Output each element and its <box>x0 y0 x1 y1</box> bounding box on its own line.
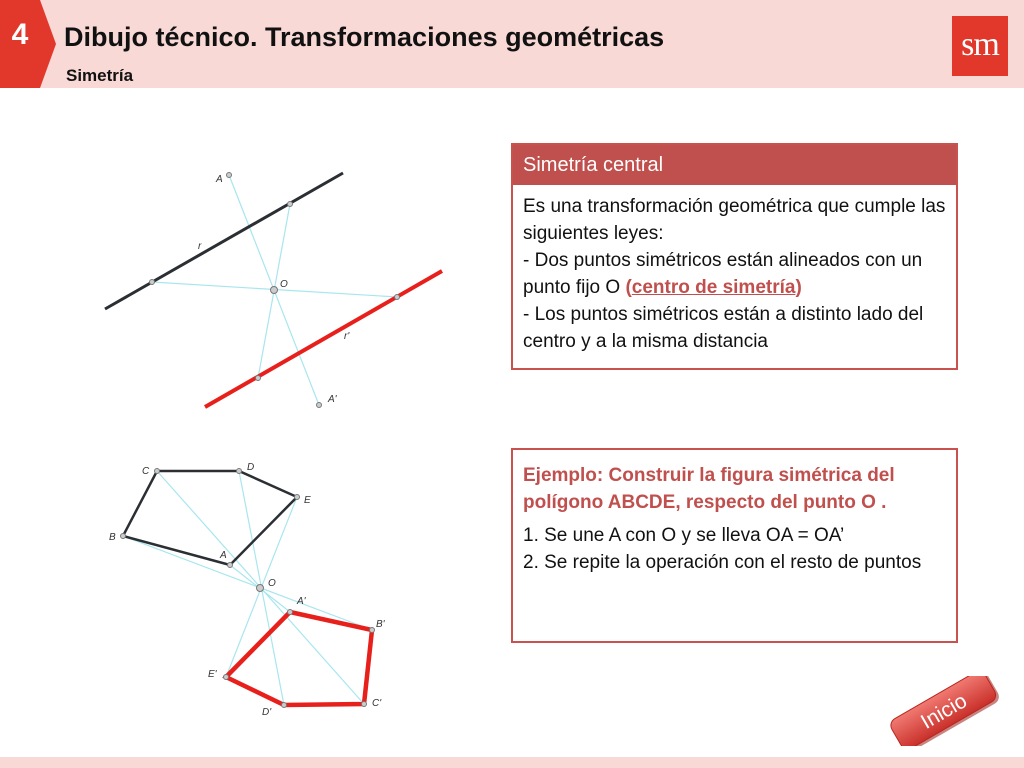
label-D-prime: D' <box>262 707 272 718</box>
law1-paren-close: ) <box>795 277 802 298</box>
home-button[interactable] <box>886 676 1006 746</box>
polygon-ABCDE <box>123 471 297 565</box>
example-step-2: 2. Se repite la operación con el resto de puntos <box>523 552 922 573</box>
point-B <box>121 534 126 539</box>
sm-logo: sm <box>952 16 1008 76</box>
point-on-r-prime <box>256 376 261 381</box>
point-O <box>257 585 264 592</box>
label-C: C <box>142 466 150 477</box>
point-B-prime <box>370 628 375 633</box>
label-D: D <box>247 462 255 473</box>
label-E-prime: E' <box>208 669 217 680</box>
slide-footer <box>0 757 1024 768</box>
label-r: r <box>198 241 202 252</box>
label-E: E <box>304 495 311 506</box>
point-D-prime <box>282 703 287 708</box>
law1-text: - Dos puntos simétricos están alineados con un punto fijo O <box>523 250 923 298</box>
page-title: Dibujo técnico. Transformaciones geométricas <box>64 22 665 52</box>
label-O: O <box>268 578 276 589</box>
definition-card <box>511 143 958 370</box>
home-button-label: Inicio <box>917 689 971 734</box>
point-D <box>237 469 242 474</box>
figure-polygon-symmetry <box>100 455 410 720</box>
point-A-prime <box>317 403 322 408</box>
line-r <box>105 173 343 309</box>
law1-paren-open: ( <box>625 277 632 298</box>
label-A-prime: A' <box>297 596 306 607</box>
point-C <box>155 469 160 474</box>
point-A <box>228 563 233 568</box>
point-E-prime <box>224 675 229 680</box>
point-A-prime <box>288 610 293 615</box>
definition-heading: Simetría central <box>513 145 956 185</box>
point-A <box>227 173 232 178</box>
figure-line-symmetry <box>90 160 460 420</box>
page-subtitle: Simetría <box>66 66 134 85</box>
definition-body <box>513 185 956 363</box>
point-on-r-prime <box>395 295 400 300</box>
definition-law-1 <box>523 247 946 301</box>
label-B-prime: B' <box>376 619 385 630</box>
line-r-prime <box>205 271 442 407</box>
example-title: Ejemplo: Construir la figura simétrica del polígono ABCDE, respecto del punto O . <box>523 465 895 513</box>
definition-law-2: - Los puntos simétricos están a distinto lado del centro y a la misma distancia <box>523 304 924 352</box>
point-C-prime <box>362 702 367 707</box>
chapter-number: 4 <box>11 18 29 51</box>
point-on-r <box>288 202 293 207</box>
point-E <box>295 495 300 500</box>
construction-line <box>123 536 372 630</box>
example-body <box>513 522 956 584</box>
label-B: B <box>109 532 116 543</box>
label-O: O <box>280 279 288 290</box>
label-A: A <box>220 550 227 561</box>
polygon-symmetric <box>226 612 372 705</box>
label-r-prime: r' <box>344 331 350 342</box>
label-A: A <box>216 174 223 185</box>
symmetry-center-link[interactable]: centro de simetría <box>631 277 796 298</box>
example-step-1: 1. Se une A con O y se lleva OA = OA’ <box>523 525 845 546</box>
definition-intro: Es una transformación geométrica que cumple las siguientes leyes: <box>523 196 946 244</box>
label-C-prime: C' <box>372 698 382 709</box>
point-O <box>271 287 278 294</box>
label-A-prime: A' <box>328 394 337 405</box>
slide-header <box>0 0 1024 88</box>
point-on-r <box>150 280 155 285</box>
example-card <box>511 448 958 643</box>
